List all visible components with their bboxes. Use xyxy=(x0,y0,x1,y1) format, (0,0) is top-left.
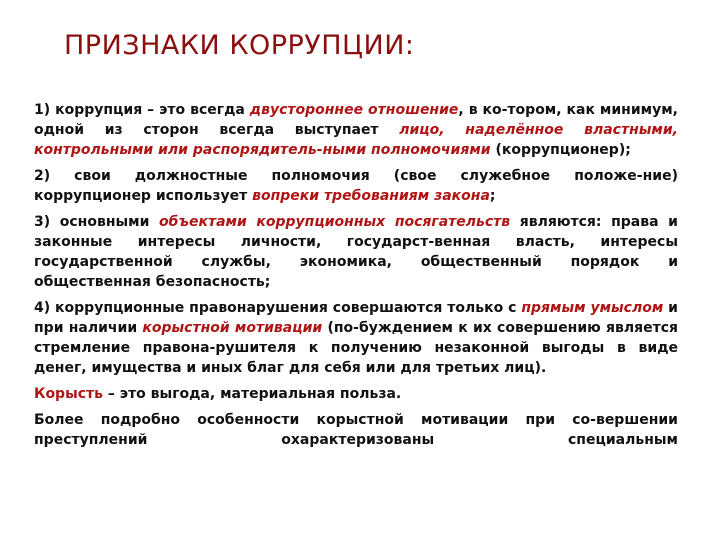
paragraph-6 xyxy=(34,410,678,450)
p4-text-2: и при наличии xyxy=(34,300,678,336)
p1-text-1: 1) коррупция – это всегда xyxy=(34,102,250,118)
paragraph-2 xyxy=(34,166,678,206)
p4-text-1: 4) коррупционные правонарушения совершаются только с xyxy=(34,300,522,316)
p3-text-1: 3) основными xyxy=(34,214,160,230)
p1-emphasis-1: двустороннее отношение xyxy=(249,102,459,118)
slide-body xyxy=(34,100,678,456)
paragraph-3 xyxy=(34,212,678,292)
p4-text-3: (по-буждением к их совершению является стремление правона-рушителя к получению незаконной выгоды в виде денег, имущества и иных благ для себя или для третьих лиц). xyxy=(34,320,678,376)
p1-text-3: (коррупционер); xyxy=(490,142,631,158)
p6-text-1: Более подробно особенности корыстной мотивации при со-вершении преступлений охарактеризованы специальным xyxy=(34,412,678,448)
p1-emphasis-2: лицо, наделённое властными, контрольными или распорядитель-ными полномочиями xyxy=(34,122,678,158)
p3-emphasis-1: объектами коррупционных посягательств xyxy=(159,214,511,230)
p2-emphasis-1: вопреки требованиям закона xyxy=(252,188,490,204)
p4-emphasis-1: прямым умыслом xyxy=(521,300,664,316)
p2-text-1: 2) свои должностные полномочия (свое служебное положе-ние) коррупционер использует xyxy=(34,168,678,204)
paragraph-4 xyxy=(34,298,678,378)
p1-text-2: , в ко-тором, как минимум, одной из сторон всегда выступает xyxy=(34,102,678,138)
p4-emphasis-2: корыстной мотивации xyxy=(142,320,323,336)
paragraph-1 xyxy=(34,100,678,160)
p2-text-2: ; xyxy=(489,188,496,204)
paragraph-5 xyxy=(34,384,678,404)
p3-text-2: являются: права и законные интересы личности, государст-венная власть, интересы государственной службы, экономика, общественный порядок и общественная безопасность; xyxy=(34,214,678,290)
slide-title: ПРИЗНАКИ КОРРУПЦИИ: xyxy=(64,30,415,61)
p5-text-1: – это выгода, материальная польза. xyxy=(103,386,402,402)
p5-keyword: Корысть xyxy=(34,386,104,402)
